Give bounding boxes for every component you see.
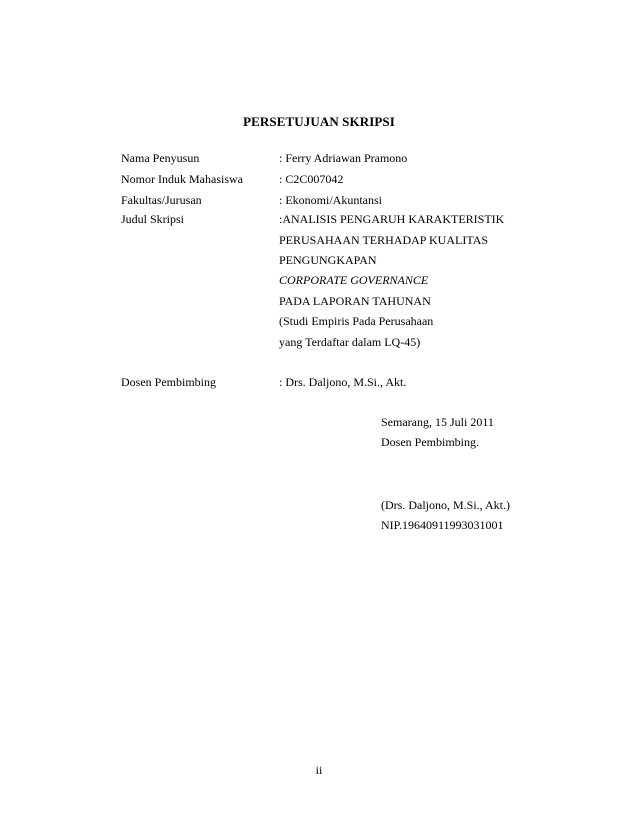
judul-line: PENGUNGKAPAN [279, 253, 377, 267]
nim-value: : C2C007042 [279, 172, 344, 186]
nim-label: Nomor Induk Mahasiswa [121, 172, 243, 186]
fakultas-label: Fakultas/Jurusan [121, 193, 202, 207]
judul-line: :ANALISIS PENGARUH KARAKTERISTIK [279, 212, 505, 226]
dosen-value: : Drs. Daljono, M.Si., Akt. [279, 375, 407, 389]
judul-label: Judul Skripsi [121, 212, 185, 226]
signature-nip: NIP.19640911993031001 [381, 518, 504, 532]
signature-role: Dosen Pembimbing. [381, 435, 479, 449]
signature-name: (Drs. Daljono, M.Si., Akt.) [381, 498, 510, 512]
fakultas-value: : Ekonomi/Akuntansi [279, 193, 382, 207]
judul-line: yang Terdaftar dalam LQ-45) [279, 335, 421, 349]
judul-line: (Studi Empiris Pada Perusahaan [279, 314, 434, 328]
judul-line: PERUSAHAAN TERHADAP KUALITAS [279, 233, 489, 247]
page-title: PERSETUJUAN SKRIPSI [243, 114, 395, 129]
judul-line: PADA LAPORAN TAHUNAN [279, 294, 431, 308]
nama-label: Nama Penyusun [121, 151, 200, 165]
nama-value: : Ferry Adriawan Pramono [279, 151, 408, 165]
signature-place-date: Semarang, 15 Juli 2011 [381, 415, 494, 429]
page-number: ii [315, 763, 323, 777]
dosen-label: Dosen Pembimbing [121, 375, 216, 389]
judul-line-italic: CORPORATE GOVERNANCE [279, 273, 429, 287]
